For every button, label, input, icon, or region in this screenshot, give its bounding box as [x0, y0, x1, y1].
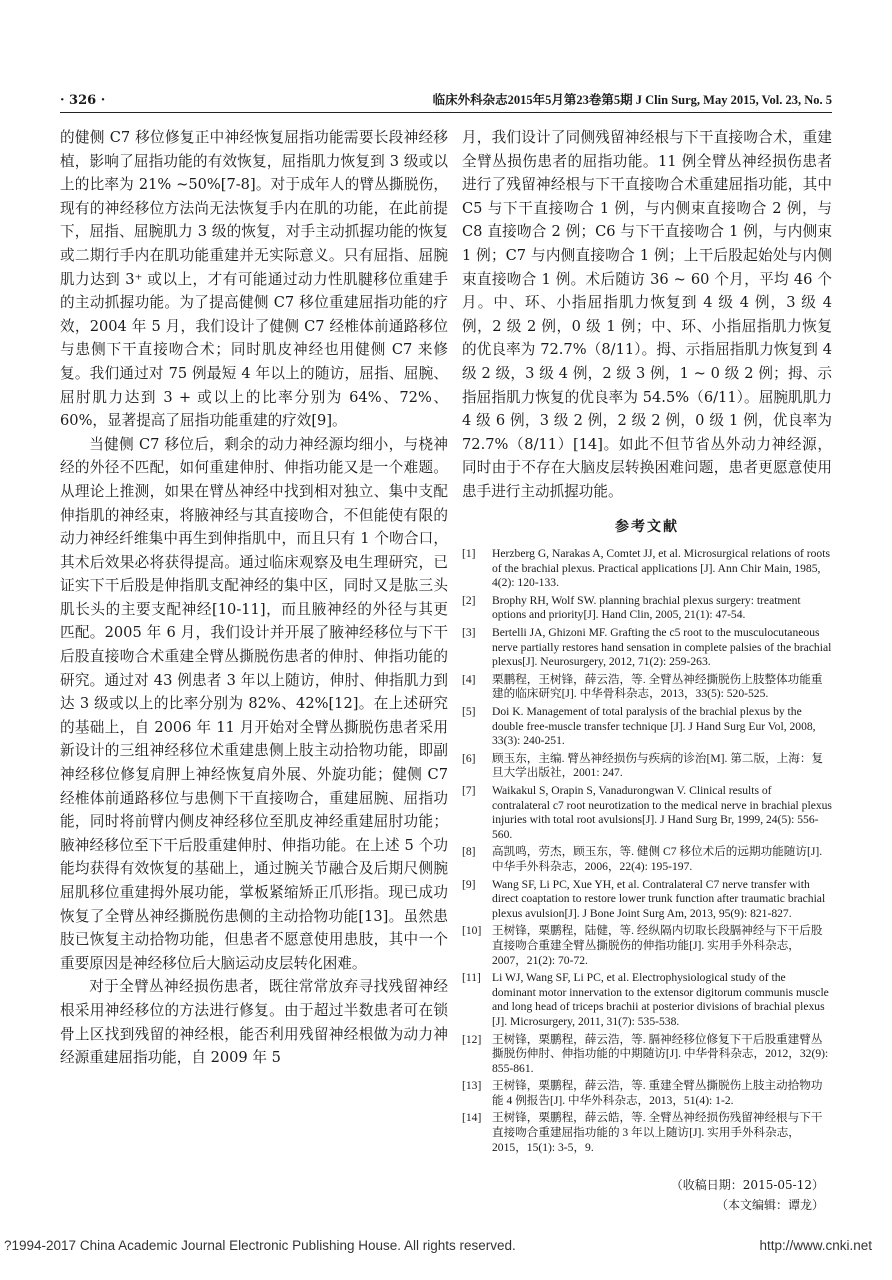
reference-text: Doi K. Management of total paralysis of the brachial plexus by the double free-muscle transfer technique [J]. J Hand Surg Eur Vol, 2008, 33(3): 240-251.: [492, 705, 816, 748]
reference-text: Wang SF, Li PC, Xue YH, et al. Contralateral C7 nerve transfer with direct coaptation to restore lower trunk function after traumatic brachial plexus avulsion[J]. J Bone Joint Surg Am, 2013, 95(9): 821-827.: [492, 877, 826, 920]
reference-item: [462, 752, 832, 781]
reference-number: [3]: [462, 626, 476, 640]
copyright-notice: ?1994-2017 China Academic Journal Electronic Publishing House. All rights reserved.: [4, 1238, 516, 1253]
reference-text: Bertelli JA, Ghizoni MF. Grafting the c5 root to the musculocutaneous nerve partially restores hand sensation in complete palsies of the brachial plexus[J]. Neurosurgery, 2012, 71(2): 259-263.: [492, 626, 832, 669]
reference-item: [462, 1033, 832, 1077]
reference-item: [462, 878, 832, 922]
reference-number: [6]: [462, 751, 476, 765]
reference-item: [462, 547, 832, 591]
reference-item: [462, 971, 832, 1029]
reference-item: [462, 924, 832, 968]
reference-item: [462, 845, 832, 874]
reference-number: [8]: [462, 845, 476, 859]
reference-number: [2]: [462, 593, 476, 607]
reference-number: [10]: [462, 924, 482, 938]
running-title: 临床外科杂志2015年5月第23卷第5期 J Clin Surg, May 2015, Vol. 23, No. 5: [432, 93, 832, 107]
reference-text: 王树锋，栗鹏程，陆健，等. 经纵隔内切取长段膈神经与下干后股直接吻合重建全臂丛撕脱伤的伸指功能[J]. 实用手外科杂志，2007，21(2): 70-72.: [492, 924, 823, 967]
reference-item: [462, 673, 832, 702]
reference-list: [462, 547, 832, 1155]
article-dates: [462, 1175, 832, 1215]
reference-item: [462, 705, 832, 749]
reference-text: 王树锋，栗鹏程，薛云浩，等. 膈神经移位修复下干后股重建臂丛撕脱伤伸肘、伸指功能的中期随访[J]. 中华骨科杂志，2012，32(9): 855-861.: [492, 1032, 829, 1075]
editor-credit: （本文编辑：谭龙）: [715, 1198, 824, 1213]
header-rule: [60, 112, 832, 113]
reference-text: 顾玉东，主编. 臂丛神经损伤与疾病的诊治[M]. 第二版，上海：复旦大学出版社，2001: 247.: [492, 751, 824, 780]
reference-number: [7]: [462, 784, 476, 797]
reference-number: [1]: [462, 547, 476, 561]
page-number: · 326 ·: [60, 93, 106, 108]
reference-text: Herzberg G, Narakas A, Comtet JJ, et al. Microsurgical relations of roots of the brachial plexus. Practical applications [J]. Ann Chir Main, 1985, 4(2): 120-133.: [492, 547, 830, 590]
received-date: （收稿日期：2015-05-12）: [670, 1178, 824, 1193]
reference-item: [462, 1079, 832, 1108]
reference-number: [13]: [462, 1079, 482, 1093]
reference-item: [462, 626, 832, 670]
reference-text: Brophy RH, Wolf SW. planning brachial plexus surgery: treatment options and priority[J]. Hand Clin, 2005, 21(1): 47-54.: [492, 593, 801, 622]
reference-number: [5]: [462, 705, 476, 719]
reference-text: 栗鹏程，王树锋，薛云浩，等. 全臂丛神经撕脱伤上肢整体功能重建的临床研究[J]. 中华骨科杂志，2013，33(5): 520-525.: [492, 672, 823, 701]
page-header: [60, 86, 832, 108]
page-footer: [0, 1238, 892, 1253]
reference-item: [462, 1111, 832, 1155]
body-paragraph: 的健侧 C7 移位修复正中神经恢复屈指功能需要长段神经移植，影响了屈指功能的有效恢复，屈指肌力恢复到 3 级或以上的比率为 21% ~50%[7-8]。对于成年人的臂丛撕脱伤，现有的神经移位方法尚无法恢复手内在肌的功能，在此前提下，屈指、屈腕肌力 3 级的恢复，对手主动抓握功能的恢复或二期行手内在肌功能重建并无实际意义。只有屈指、屈腕肌力达到 3⁺ 或以上，才有可能通过动力性肌腱移位重建手的主动抓握功能。为了提高健侧 C7 移位重建屈指功能的疗效，2004 年 5 月，我们设计了健侧 C7 经椎体前通路移位与患侧下干直接吻合术；同时肌皮神经也用健侧 C7 来修复。我们通过对 75 例最短 4 年以上的随访，屈指、屈腕、屈肘肌力达到 3 + 或以上的比率分别为 64%、72%、60%，显著提高了屈指功能重建的疗效[9]。: [60, 129, 448, 430]
footer-url[interactable]: http://www.cnki.net: [759, 1238, 872, 1253]
reference-text: Li WJ, Wang SF, Li PC, et al. Electrophysiological study of the dominant motor innervation to the extensor digitorum communis muscle and long head of triceps brachii at posterior divisions of brachial plexus [J]. Microsurgery, 2011, 31(7): 535-538.: [492, 971, 829, 1028]
reference-text: 王树锋，栗鹏程，薛云皓，等. 全臂丛神经损伤残留神经根与下干直接吻合重建屈指功能的 3 年以上随访[J]. 实用手外科杂志，2015，15(1): 3-5，9.: [492, 1111, 823, 1154]
reference-text: Waikakul S, Orapin S, Vanadurongwan V. Clinical results of contralateral c7 root neurotization to the medical nerve in brachial plexus injuries with total root avulsions[J]. J Hand Surg Br, 1999, 24(5): 556-560.: [492, 784, 832, 841]
reference-item: [462, 784, 832, 842]
reference-number: [11]: [462, 971, 481, 985]
reference-number: [12]: [462, 1032, 482, 1046]
reference-number: [14]: [462, 1111, 482, 1125]
reference-item: [462, 594, 832, 623]
reference-number: [9]: [462, 877, 476, 891]
reference-text: 王树锋，栗鹏程，薛云浩，等. 重建全臂丛撕脱伤上肢主动拾物功能 4 例报告[J]. 中华外科杂志，2013，51(4): 1-2.: [492, 1079, 823, 1107]
body-paragraph: 当健侧 C7 移位后，剩余的动力神经源均细小，与桡神经的外径不匹配，如何重建伸肘、伸指功能又是一个难题。从理论上推测，如果在臂丛神经中找到相对独立、集中支配伸指肌的神经束，将腋神经与其直接吻合，不但能使有限的动力神经纤维集中再生到伸指肌中，而且只有 1 个吻合口，其术后效果必将获得提高。通过临床观察及电生理研究，已证实下干后股是伸指肌支配神经的集中区，同时又是肱三头肌长头的主要支配神经[10-11]，而且腋神经的外径与其更匹配。2005 年 6 月，我们设计并开展了腋神经移位与下干后股直接吻合术重建全臂丛撕脱伤患者的伸肘、伸指功能的研究。通过对 43 例患者 3 年以上随访，伸肘、伸指肌力到达 3 级或以上的比率分别为 82%、42%[12]。在上述研究的基础上，自 2006 年 11 月开始对全臂丛撕脱伤患者采用新设计的三组神经移位术重建患侧上肢主动拾物功能，即副神经移位修复肩胛上神经恢复肩外展、外旋功能；健侧 C7 经椎体前通路移位与患侧下干直接吻合，重建屈腕、屈指功能，同时将前臂内侧皮神经移位至肌皮神经重建屈肘功能；腋神经移位至下干后股重建伸肘、伸指功能。在上述 5 个功能均获得有效恢复的基础上，通过腕关节融合及后期尺侧腕屈肌移位重建拇外展功能，掌板紧缩矫正爪形指。现已成功恢复了全臂丛神经撕脱伤患侧的主动拾物功能[13]。虽然患肢已恢复主动拾物功能，但患者不愿意使用患肢，其中一个重要原因是神经移位后大脑运动皮层转化困难。: [60, 435, 448, 972]
right-column: [462, 126, 832, 1215]
references-heading: 参考文献: [615, 518, 679, 535]
left-column: [60, 126, 448, 1070]
reference-number: [4]: [462, 672, 476, 686]
reference-text: 高凯鸣，劳杰，顾玉东，等. 健侧 C7 移位术后的远期功能随访[J]. 中华手外科杂志，2006，22(4): 195-197.: [492, 845, 823, 873]
body-paragraph: 对于全臂丛神经损伤患者，既往常常放弃寻找残留神经根采用神经移位的方法进行修复。由于超过半数患者可在锁骨上区找到残留的神经根，能否利用残留神经根做为动力神经源重建屈指功能，自 2009 年 5: [60, 978, 448, 1067]
body-paragraph: 月，我们设计了同侧残留神经根与下干直接吻合术，重建全臂丛损伤患者的屈指功能。11 例全臂丛神经损伤患者进行了残留神经根与下干直接吻合术重建屈指功能，其中 C5 与下干直接吻合 1 例，与内侧束直接吻合 2 例，与 C8 直接吻合 2 例；C6 与下干直接吻合 1 例，与内侧束 1 例；C7 与内侧直接吻合 1 例；上干后股起始处与内侧束直接吻合 1 例。术后随访 36 ~ 60 个月，平均 46 个月。中、环、小指屈指肌力恢复到 4 级 4 例，3 级 4 例，2 级 2 例，0 级 1 例；中、环、小指屈指肌力恢复的优良率为 72.7%（8/11）。拇、示指屈指肌力恢复到 4 级 2 级，3 级 4 例，2 级 3 例，1 ~ 0 级 2 例；拇、示指屈指肌力恢复的优良率为 54.5%（6/11）。屈腕肌肌力 4 级 6 例，3 级 2 例，2 级 2 例，0 级 1 例，优良率为 72.7%（8/11）[14]。如此不但节省丛外动力神经源，同时由于不存在大脑皮层转换困难问题，患者更愿意使用患手进行主动抓握功能。: [462, 129, 832, 500]
